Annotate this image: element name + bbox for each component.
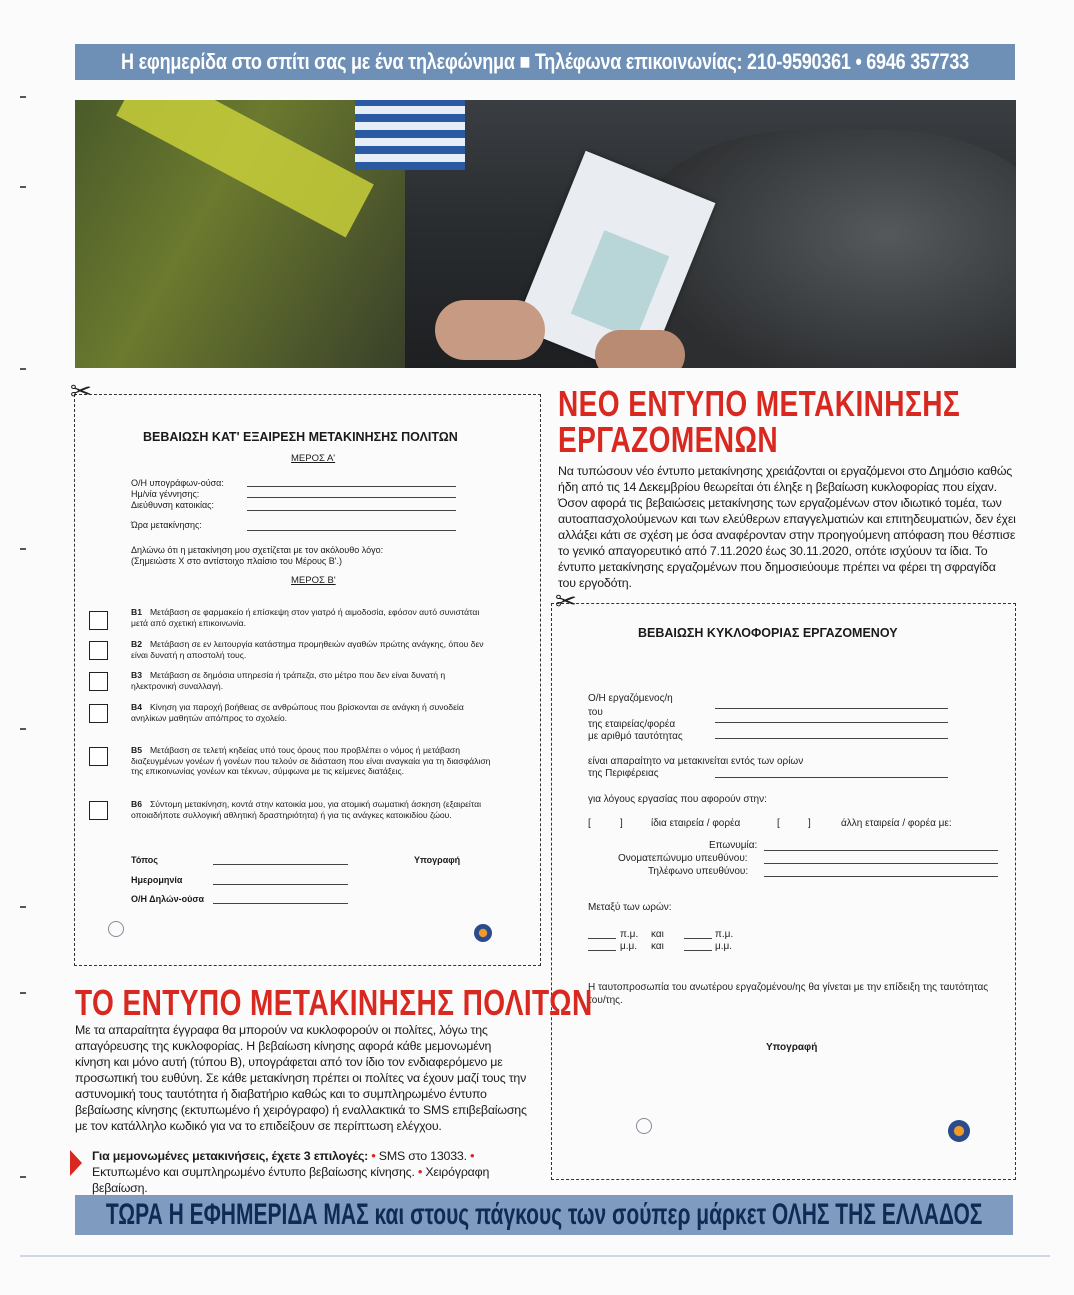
hours-from-pm-field[interactable] bbox=[588, 950, 616, 951]
citizens-heading: ΤΟ ΕΝΤΥΠΟ ΜΕΤΑΚΙΝΗΣΗΣ ΠΟΛΙΤΩΝ bbox=[75, 982, 593, 1023]
hours-to-pm-field[interactable] bbox=[684, 950, 712, 951]
responsible-label: Ονοματεπώνυμο υπευθύνου: bbox=[618, 853, 748, 864]
declaration-line-1: Δηλώνω ότι η μετακίνηση μου σχετίζεται με τον ακόλουθο λόγο: bbox=[131, 545, 384, 555]
workers-heading-line2: ΕΡΓΑΖΟΜΕΝΩΝ bbox=[558, 419, 779, 460]
signer-label: Ο/Η υπογράφων-ούσα: bbox=[131, 478, 224, 488]
pm-label-1: μ.μ. bbox=[620, 941, 638, 952]
option-b5-checkbox[interactable] bbox=[89, 747, 108, 766]
region-field[interactable] bbox=[715, 777, 948, 778]
greek-emblem-icon bbox=[636, 1118, 652, 1134]
option-b4: B4 Κίνηση για παροχή βοήθειας σε ανθρώπους που βρίσκονται σε ανάγκη ή συνοδεία ανηλίκων μαθητών από/προς το σχολείο. bbox=[131, 702, 464, 723]
employee-label: Ο/Η εργαζόμενος/η bbox=[588, 693, 673, 704]
am-label-2: π.μ. bbox=[715, 929, 734, 940]
signer-field[interactable] bbox=[247, 486, 456, 487]
id-number-label: με αριθμό ταυτότητας bbox=[588, 731, 683, 742]
pm-label-2: μ.μ. bbox=[715, 941, 733, 952]
workers-article-body: Να τυπώσουν νέο έντυπο μετακίνησης χρειάζονται οι εργαζόμενοι στο Δημόσιο καθώς ήδη από τις 14 Δεκεμβρίου θεωρείται ότι έληξε η βεβαίωση κυκλοφορίας που είχαν. Όσον αφορά τις βεβαιώσεις μετακίνησης των εργαζομένων στον ιδιωτικό τομέα, των αυτοαπασχολούμενων και των ελεύθερων επαγγελματιών και επιτηδευματιών, δεν έχει αλλάξει κάτι σε σχέση με όσα αναφέρονταν στην προηγούμενη απόφαση που θέσπισε το γενικό απαγορευτικό από 7.11.2020 έως 30.11.2020, οπότε ισχύουν τα ίδια. Το έντυπο μετακίνησης εργαζομένων που δημοσιεύουμε πρέπει να φέρει τη σφραγίδα του εργοδότη. bbox=[558, 464, 1016, 590]
workers-heading-line1: ΝΕΟ ΕΝΤΥΠΟ ΜΕΤΑΚΙΝΗΣΗΣ bbox=[558, 383, 961, 424]
hours-to-am-field[interactable] bbox=[684, 938, 712, 939]
phone-label: Τηλέφωνο υπευθύνου: bbox=[648, 866, 749, 877]
time-label: Ώρα μετακίνησης: bbox=[131, 520, 202, 530]
citizens-article-body: Με τα απαραίτητα έγγραφα θα μπορούν να κυκλοφορούν οι πολίτες, λόγω της απαγόρευσης της κυκλοφορίας. Η βεβαίωση κίνησης αφορά κάθε μεμονωμένη κίνηση και μόνο αυτή (τύπου Β), υπογράφεται από τον ίδιο τον ενδιαφερόμενο με προσωπική του ευθύνη. Σε κάθε μετακίνηση πρέπει οι πολίτες να έχουν μαζί τους την αστυνομική τους ταυτότητα ή διαβατήριο καθώς και το συμπληρωμένο έντυπο βεβαίωσης κίνησης (εκτυπωμένο ή χειρόγραφο) ή εναλλακτικά το SMS επιβεβαίωσης με τον κατάλληλο κωδικό για να το επιδείξουν σε περίπτωση ελέγχου. bbox=[75, 1023, 527, 1133]
address-field[interactable] bbox=[247, 510, 456, 511]
region-label: της Περιφέρειας bbox=[588, 768, 659, 779]
date-label: Ημερομηνία bbox=[131, 875, 183, 885]
option-b4-checkbox[interactable] bbox=[89, 704, 108, 723]
same-company-bracket-open[interactable]: [ bbox=[588, 818, 591, 829]
bottom-banner bbox=[75, 1195, 1013, 1235]
date-field[interactable] bbox=[213, 884, 348, 885]
top-banner-text: Η εφημερίδα στο σπίτι σας με ένα τηλεφώνημα ■ Τηλέφωνα επικοινωνίας: 210-9590361 • 6946 357733 bbox=[121, 49, 969, 74]
citizens-options: Για μεμονωμένες μετακινήσεις, έχετε 3 επιλογές: • SMS στο 13033. • Εκτυπωμένο και συμπληρωμένο έντυπο βεβαίωσης κίνησης. • Χειρόγραφη βεβαίωση. bbox=[92, 1149, 490, 1195]
red-arrow-icon bbox=[70, 1150, 82, 1176]
of-label: του bbox=[588, 707, 603, 718]
reasons-label: για λόγους εργασίας που αφορούν στην: bbox=[588, 794, 767, 805]
declarant-label: Ο/Η Δηλών-ούσα bbox=[131, 894, 205, 904]
margin-mark bbox=[20, 186, 26, 188]
am-label-1: π.μ. bbox=[620, 929, 639, 940]
hours-label: Μεταξύ των ωρών: bbox=[588, 902, 672, 913]
place-label: Τόπος bbox=[131, 855, 158, 865]
scissors-icon: ✂ bbox=[70, 376, 92, 406]
option-b1: B1 Μετάβαση σε φαρμακείο ή επίσκεψη στον γιατρό ή αιμοδοσία, εφόσον αυτό συνιστάται μετά από σχετική επικοινωνία. bbox=[131, 607, 480, 628]
other-company-bracket-open[interactable]: [ bbox=[777, 818, 780, 829]
company-name-label: Επωνυμία: bbox=[709, 840, 758, 851]
worker-form-title: ΒΕΒΑΙΩΣΗ ΚΥΚΛΟΦΟΡΙΑΣ ΕΡΓΑΖΟΜΕΝΟΥ bbox=[638, 626, 898, 640]
option-b6-checkbox[interactable] bbox=[89, 801, 108, 820]
margin-mark bbox=[20, 906, 26, 908]
margin-mark bbox=[20, 992, 26, 994]
same-company-option: ίδια εταιρεία / φορέα bbox=[651, 818, 741, 829]
officer-hand bbox=[435, 300, 545, 360]
time-field[interactable] bbox=[247, 530, 456, 531]
scissors-icon: ✂ bbox=[555, 586, 577, 616]
company-field[interactable] bbox=[715, 722, 948, 723]
citizen-form-title: ΒΕΒΑΙΩΣΗ ΚΑΤ' ΕΞΑΙΡΕΣΗ ΜΕΤΑΚΙΝΗΣΗΣ ΠΟΛΙΤΩΝ bbox=[143, 430, 458, 444]
and-label-1: και bbox=[651, 929, 664, 940]
margin-mark bbox=[20, 728, 26, 730]
same-company-bracket-close[interactable]: ] bbox=[620, 818, 623, 829]
option-b3-checkbox[interactable] bbox=[89, 672, 108, 691]
flag-patch bbox=[355, 100, 465, 170]
dob-field[interactable] bbox=[247, 497, 456, 498]
option-b2: B2 Μετάβαση σε εν λειτουργία κατάστημα προμηθειών αγαθών πρώτης ανάγκης, όπου δεν είναι δυνατή η αποστολή τους. bbox=[131, 639, 484, 660]
phone-field[interactable] bbox=[764, 876, 998, 877]
and-label-2: και bbox=[651, 941, 664, 952]
margin-mark bbox=[20, 548, 26, 550]
option-b6: B6 Σύντομη μετακίνηση, κοντά στην κατοικία μου, για ατομική σωματική άσκηση (εξαιρείται οποιαδήποτε συλλογική αθλητική δραστηριότητα) ή για τις ανάγκες κατοικιδίου ζώου. bbox=[131, 799, 481, 820]
option-b1-checkbox[interactable] bbox=[89, 611, 108, 630]
margin-mark bbox=[20, 96, 26, 98]
dob-label: Ημ/νία γέννησης: bbox=[131, 489, 200, 499]
police-check-photo bbox=[75, 100, 1016, 368]
driver-hand bbox=[595, 330, 685, 368]
necessary-label: είναι απαραίτητο να μετακινείται εντός των ορίων bbox=[588, 756, 804, 767]
page-bottom-rule bbox=[20, 1255, 1050, 1257]
part-a-label: ΜΕΡΟΣ Α' bbox=[291, 453, 336, 464]
declarant-field[interactable] bbox=[213, 903, 348, 904]
part-b-label: ΜΕΡΟΣ Β' bbox=[291, 575, 336, 586]
option-b2-checkbox[interactable] bbox=[89, 641, 108, 660]
place-field[interactable] bbox=[213, 864, 348, 865]
top-banner bbox=[75, 44, 1015, 80]
responsible-field[interactable] bbox=[764, 863, 998, 864]
margin-mark bbox=[20, 1176, 26, 1178]
civil-protection-logo-icon bbox=[474, 924, 492, 942]
company-name-field[interactable] bbox=[764, 850, 998, 851]
citizen-signature-label: Υπογραφή bbox=[414, 855, 461, 865]
company-label: της εταιρείας/φορέα bbox=[588, 719, 676, 730]
identity-note: Η ταυτοπροσωπία του ανωτέρου εργαζομένου/ης θα γίνεται με την επίδειξη της ταυτότητας του/της. bbox=[588, 982, 989, 1006]
address-label: Διεύθυνση κατοικίας: bbox=[131, 500, 214, 510]
option-b5: B5 Μετάβαση σε τελετή κηδείας υπό τους όρους που προβλέπει ο νόμος ή μετάβαση διαζευγμένων γονέων ή γονέων που τελούν σε διάσταση που είναι αναγκαία για τη διασφάλιση της επικοινωνίας γονέων και τέκνων, σύμφωνα με τις κείμενες διατάξεις. bbox=[131, 745, 491, 776]
other-company-option: άλλη εταιρεία / φορέα με: bbox=[841, 818, 952, 829]
greek-emblem-icon bbox=[108, 921, 124, 937]
employee-field[interactable] bbox=[715, 708, 948, 709]
margin-mark bbox=[20, 368, 26, 370]
hours-from-am-field[interactable] bbox=[588, 938, 616, 939]
other-company-bracket-close[interactable]: ] bbox=[808, 818, 811, 829]
bottom-banner-text: ΤΩΡΑ Η ΕΦΗΜΕΡΙΔΑ ΜΑΣ και στους πάγκους των σούπερ μάρκετ ΟΛΗΣ ΤΗΣ ΕΛΛΑΔΟΣ bbox=[105, 1198, 983, 1231]
option-b3: B3 Μετάβαση σε δημόσια υπηρεσία ή τράπεζα, στο μέτρο που δεν είναι δυνατή η ηλεκτρονική συναλλαγή. bbox=[131, 670, 446, 691]
worker-signature-label: Υπογραφή bbox=[766, 1042, 818, 1053]
id-number-field[interactable] bbox=[715, 738, 948, 739]
civil-protection-logo-icon bbox=[948, 1120, 970, 1142]
worker-form-cutout[interactable] bbox=[551, 603, 1016, 1180]
declaration-line-2: (Σημειώστε Χ στο αντίστοιχο πλαίσιο του Μέρους Β'.) bbox=[131, 556, 342, 566]
